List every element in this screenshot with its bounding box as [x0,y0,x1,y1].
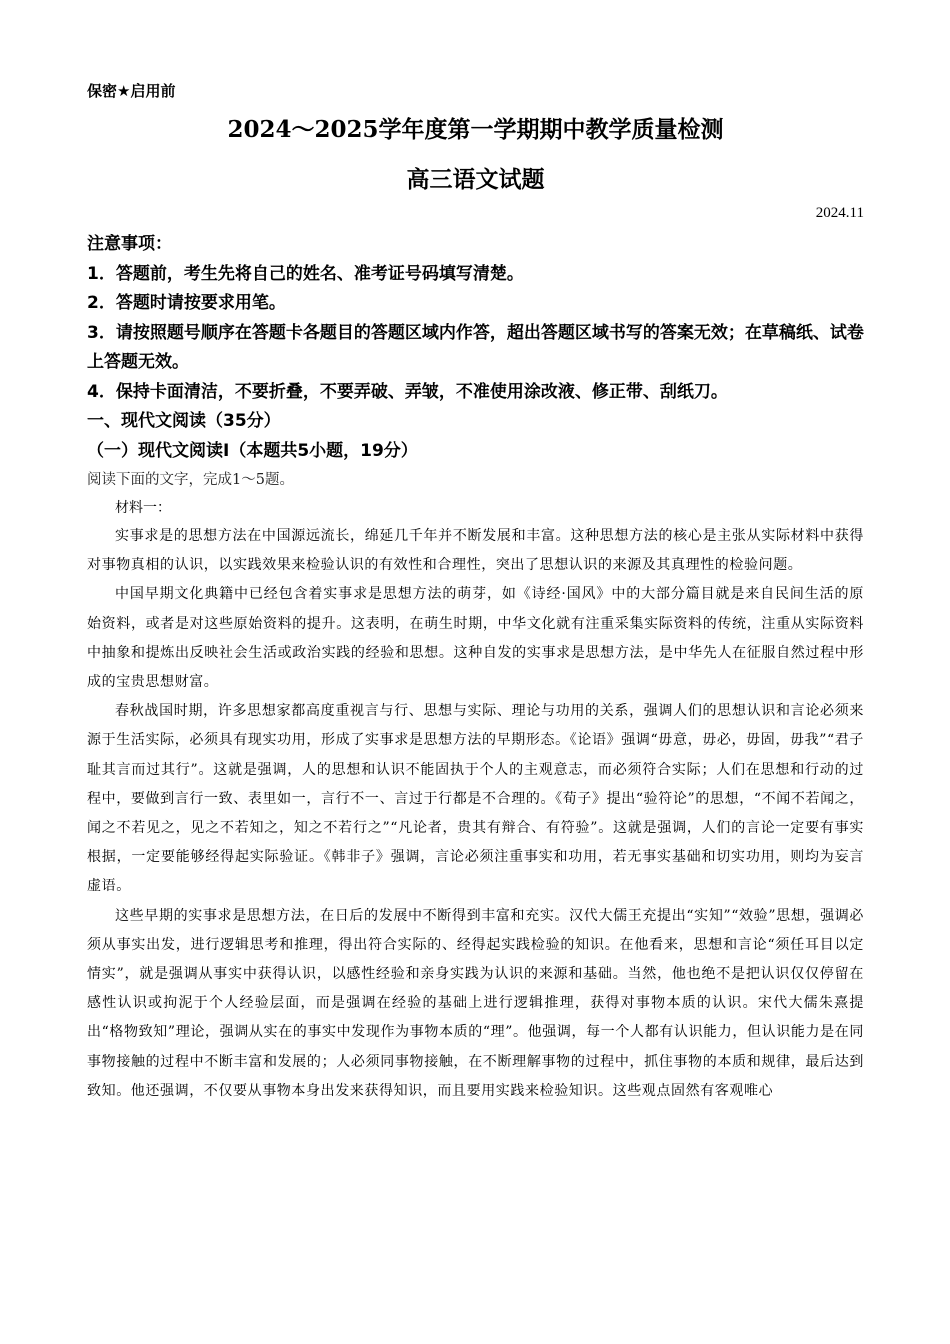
notice-item: 4．保持卡面清洁，不要折叠，不要弄破、弄皱，不准使用涂改液、修正带、刮纸刀。 [87,381,728,402]
notice-item: 3．请按照题号顺序在答题卡各题目的答题区域内作答，超出答题区域书写的答案无效；在草稿纸、试卷上答题无效。 [87,322,864,372]
passage-paragraph: 中国早期文化典籍中已经包含着实事求是思想方法的萌芽，如《诗经·国风》中的大部分篇目就是来自民间生活的原始资料，或者是对这些原始资料的提升。这表明，在萌生时期，中华文化就有注重采集实际资料的传统，注重从实际资料中抽象和提炼出反映社会生活或政治实践的经验和思想。这种自发的实事求是思想方法，是中华先人在征服自然过程中形成的宝贵思想财富。 [87,586,864,691]
section-subheading: （一）现代文阅读Ⅰ（本题共5小题，19分） [87,440,418,461]
section-heading: 一、现代文阅读（35分） [87,411,281,431]
exam-title: 2024～2025学年度第一学期期中教学质量检测 [227,116,724,143]
material-label: 材料一： [115,500,171,516]
passage-paragraph: 这些早期的实事求是思想方法，在日后的发展中不断得到丰富和充实。汉代大儒王充提出“实知”“效验”思想，强调必须从事实出发，进行逻辑思考和推理，得出符合实际的、经得起实践检验的知识。在他看来，思想和言论“须任耳目以定情实”，就是强调从事实中获得认识，以感性经验和亲身实践为认识的来源和基础。当然，他也绝不是把认识仅仅停留在感性认识或拘泥于个人经验层面，而是强调在经验的基础上进行逻辑推理，获得对事物本质的认识。宋代大儒朱熹提出“格物致知”理论，强调从实在的事实中发现作为事物本质的“理”。他强调，每一个人都有认识能力，但认识能力是在同事物接触的过程中不断丰富和发展的；人必须同事物接触，在不断理解事物的过程中，抓住事物的本质和规律，最后达到致知。他还强调，不仅要从事物本身出发来获得知识，而且要用实践来检验知识。这些观点固然有客观唯心 [87,907,864,1099]
confidential-mark: 保密★启用前 [87,82,176,100]
exam-subtitle: 高三语文试题 [406,166,545,193]
exam-page [87,78,864,1106]
passage-paragraph: 春秋战国时期，许多思想家都高度重视言与行、思想与实际、理论与功用的关系，强调人们的思想认识和言论必须来源于生活实际，必须具有现实功用，形成了实事求是思想方法的早期形态。《论语》强调“毋意，毋必，毋固，毋我”“君子耻其言而过其行”。这就是强调，人的思想和认识不能固执于个人的主观意志，而必须符合实际；人们在思想和行动的过程中，要做到言行一致、表里如一，言行不一、言过于行都是不合理的。《荀子》提出“验符论”的思想，“不闻不若闻之，闻之不若见之，见之不若知之，知之不若行之”“凡论者，贵其有辩合、有符验”。这就是强调，人们的言论一定要有事实根据，一定要能够经得起实际验证。《韩非子》强调，言论必须注重事实和功用，若无事实基础和切实功用，则均为妄言虚语。 [87,703,864,895]
notice-item: 1．答题前，考生先将自己的姓名、准考证号码填写清楚。 [87,263,524,284]
notice-block [87,230,864,407]
exam-date: 2024.11 [815,205,864,221]
passage-paragraph: 实事求是的思想方法在中国源远流长，绵延几千年并不断发展和丰富。这种思想方法的核心是主张从实际材料中获得对事物真相的认识，以实践效果来检验认识的有效性和合理性，突出了思想认识的来源及其真理性的检验问题。 [87,528,864,574]
notice-heading: 注意事项： [87,234,172,254]
section-instruction: 阅读下面的文字，完成1～5题。 [87,472,294,488]
reading-section [87,407,864,1106]
notice-item: 2．答题时请按要求用笔。 [87,293,286,313]
